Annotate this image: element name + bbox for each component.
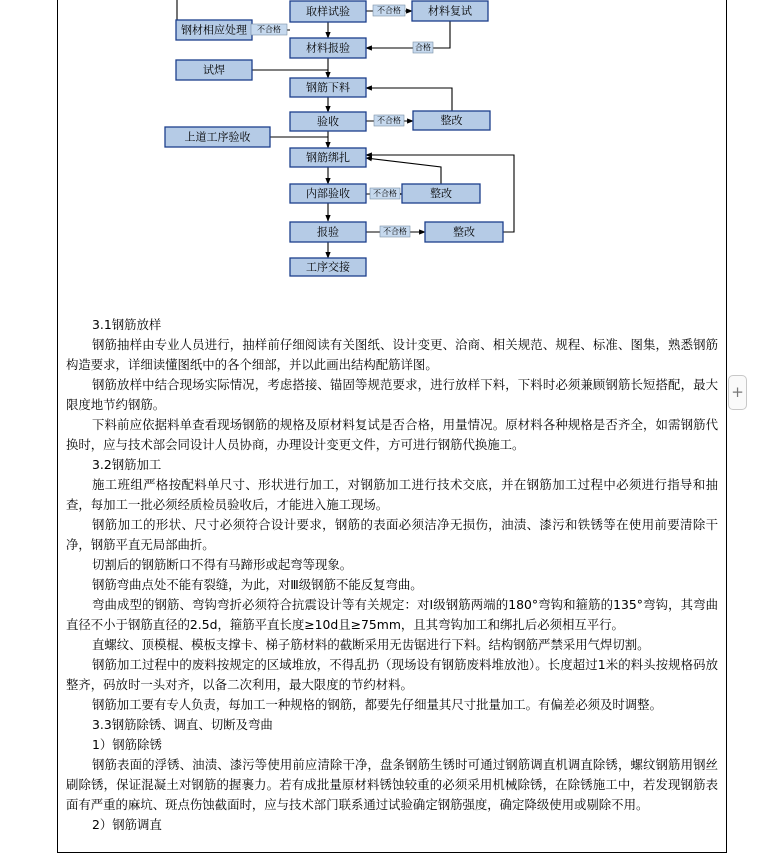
body-paragraph: 下料前应依据料单查看现场钢筋的规格及原材料复试是否合格，用量情况。原材料各种规格是否齐全，如需钢筋代换时，应与技术部会同设计人员协商，办理设计变更文件，方可进行钢筋代换施工。: [66, 417, 718, 452]
svg-text:试焊: 试焊: [203, 63, 225, 77]
label-fail: [251, 24, 287, 35]
node-rectify-2: [402, 184, 480, 203]
node-process-handover: [290, 258, 366, 276]
svg-text:上道工序验收: 上道工序验收: [184, 130, 251, 144]
label-fail: [380, 226, 410, 237]
node-weld-test: [176, 60, 252, 80]
body-paragraph: 钢筋加工要有专人负责，每加工一种规格的钢筋，都要先仔细量其尺寸批量加工。有偏差必须及时调整。: [92, 697, 662, 712]
svg-text:整改: 整改: [453, 225, 475, 239]
node-rebar-tying: [290, 148, 366, 167]
svg-text:钢材相应处理: 钢材相应处理: [181, 23, 247, 37]
svg-text:不合格: 不合格: [257, 25, 281, 34]
svg-text:不合格: 不合格: [377, 116, 401, 125]
node-acceptance: [290, 112, 366, 131]
node-rebar-treatment: [176, 20, 252, 40]
node-material-recheck: [412, 1, 488, 21]
section-heading: 3.3钢筋除锈、调直、切断及弯曲: [92, 717, 273, 732]
body-paragraph: 钢筋放样中结合现场实际情况，考虑搭接、锚固等规范要求，进行放样下料，下料时必须兼顾钢筋长短搭配，最大限度地节约钢筋。: [66, 377, 718, 412]
plus-icon: +: [731, 383, 744, 401]
label-fail: [370, 188, 400, 199]
body-paragraph: 钢筋加工过程中的废料按规定的区域堆放，不得乱扔（现场设有钢筋废料堆放池）。长度超过1米的料头按规格码放整齐，码放时一头对齐，以备二次利用，最大限度的节约材料。: [66, 657, 718, 692]
body-paragraph: 钢筋加工的形状、尺寸必须符合设计要求，钢筋的表面必须洁净无损伤，油渍、漆污和铁锈等在使用前要清除干净，钢筋平直无局部曲折。: [66, 517, 718, 552]
node-rebar-cutting: [290, 78, 366, 97]
construction-flowchart: [0, 0, 777, 300]
svg-text:取样试验: 取样试验: [306, 5, 350, 18]
body-paragraph: 切割后的钢筋断口不得有马蹄形或起弯等现象。: [92, 557, 353, 572]
node-rectify-1: [413, 111, 490, 130]
section-heading: 3.1钢筋放样: [92, 317, 162, 332]
expand-button[interactable]: [728, 375, 747, 410]
label-fail: [374, 115, 404, 126]
node-sample-test: [290, 1, 366, 22]
connector-line: [366, 158, 441, 184]
svg-text:钢筋绑扎: 钢筋绑扎: [306, 151, 350, 164]
node-material-inspection: [290, 38, 366, 58]
svg-text:整改: 整改: [430, 187, 452, 200]
svg-text:验收: 验收: [317, 115, 339, 128]
connector-line: [366, 88, 452, 111]
svg-text:钢筋下料: 钢筋下料: [306, 81, 350, 94]
svg-text:不合格: 不合格: [383, 227, 407, 236]
node-rectify-3: [425, 222, 503, 242]
section-heading: 2）钢筋调直: [92, 817, 162, 832]
body-paragraph: 直螺纹、顶模棍、模板支撑卡、梯子筋材料的截断采用无齿锯进行下料。结构钢筋严禁采用气焊切割。: [92, 637, 650, 652]
svg-text:工序交接: 工序交接: [306, 260, 350, 274]
svg-text:报验: 报验: [317, 225, 339, 239]
body-paragraph: 弯曲成型的钢筋、弯钩弯折必须符合抗震设计等有关规定：对Ⅰ级钢筋两端的180°弯钩和箍筋的135°弯钩，其弯曲直径不小于钢筋直径的2.5d，箍筋平直长度≥10d且≥75mm，且其弯钩加工和绑扎后必须相互平行。: [66, 597, 718, 632]
svg-text:合格: 合格: [415, 43, 431, 52]
svg-text:不合格: 不合格: [373, 189, 397, 198]
node-report-inspection: [290, 222, 366, 242]
label-fail: [373, 5, 405, 16]
label-pass: [413, 42, 433, 53]
svg-text:材料复试: 材料复试: [428, 4, 472, 18]
node-internal-acceptance: [290, 184, 366, 203]
body-paragraph: 钢筋弯曲点处不能有裂缝，为此，对Ⅲ级钢筋不能反复弯曲。: [92, 577, 423, 592]
connector-line: [366, 21, 450, 48]
svg-text:材料报验: 材料报验: [306, 41, 350, 55]
section-heading: 3.2钢筋加工: [92, 457, 162, 472]
body-paragraph: 施工班组严格按配料单尺寸、形状进行加工，对钢筋加工进行技术交底，并在钢筋加工过程中必须进行指导和抽查，每加工一批必须经质检员验收后，才能进入施工现场。: [66, 477, 718, 512]
svg-text:不合格: 不合格: [377, 6, 401, 15]
node-prev-process-acceptance: [165, 127, 270, 147]
svg-text:整改: 整改: [440, 114, 463, 127]
body-paragraph: 钢筋抽样由专业人员进行，抽样前仔细阅读有关图纸、设计变更、洽商、相关规范、规程、标准、图集，熟悉钢筋构造要求，详细读懂图纸中的各个细部，并以此画出结构配筋详图。: [66, 337, 718, 372]
body-paragraph: 钢筋表面的浮锈、油渍、漆污等使用前应清除干净，盘条钢筋生锈时可通过钢筋调直机调直除锈，螺纹钢筋用钢丝刷除锈，保证混凝土对钢筋的握裹力。若有成批量原材料锈蚀较重的必须采用机械除锈，在除锈施工中，若发现钢筋表面有严重的麻坑、斑点伤蚀截面时，应与技术部门联系通过试验确定钢筋强度，确定降级使用或剔除不用。: [66, 757, 718, 812]
document-body: [66, 315, 718, 835]
svg-text:内部验收: 内部验收: [306, 187, 350, 200]
section-heading: 1）钢筋除锈: [92, 737, 162, 752]
